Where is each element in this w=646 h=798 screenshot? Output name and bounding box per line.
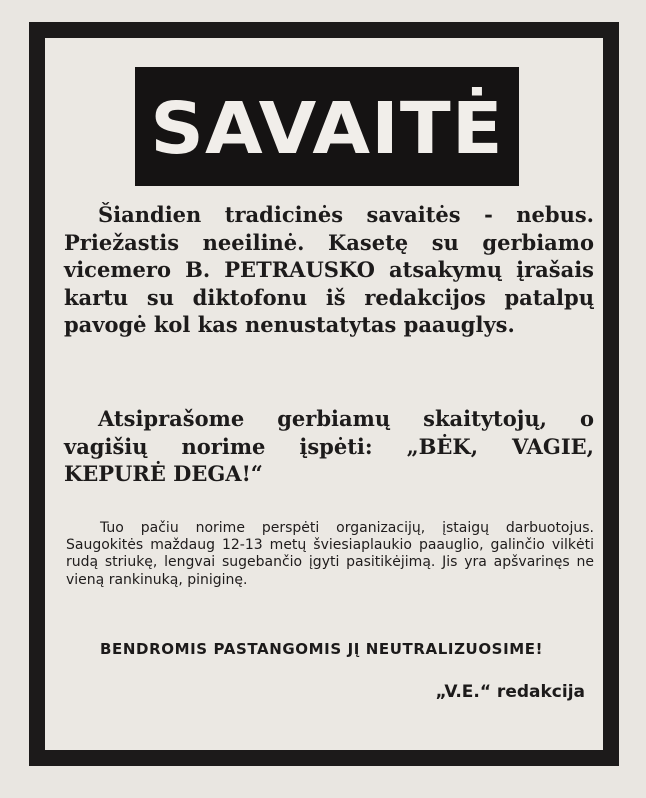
masthead-banner <box>135 67 519 186</box>
masthead-title: SAVAITĖ <box>150 86 504 170</box>
lead-paragraph-1 <box>64 201 594 339</box>
lead-paragraph-1-text: Šiandien tradicinės savaitės - nebus. Priežastis neeilinė. Kasetę su gerbiamo vicemero B. PETRAUSKO atsakymų įrašais kartu su diktofonu iš redakcijos patalpų pavogė kol kas nenustatytas paauglys. <box>64 202 594 337</box>
lead-paragraph-2-text: Atsiprašome gerbiamų skaitytojų, o vagišių norime įspėti: „BĖK, VAGIE, KEPURĖ DEGA!“ <box>64 406 594 486</box>
editorial-signature: „V.E.“ redakcija <box>435 682 585 702</box>
lead-paragraph-2 <box>64 405 594 488</box>
warning-notice <box>66 520 594 589</box>
warning-notice-text: Tuo pačiu norime perspėti organizacijų, įstaigų darbuotojus. Saugokitės maždaug 12-13 metų šviesiaplaukio paauglio, galinčio vilkėti rudą striukę, lengvai sugebančio įgyti pasitikėjimą. Jis yra apšvarinęs ne vieną rankinuką, piniginę. <box>66 520 594 588</box>
closing-statement: BENDROMIS PASTANGOMIS JĮ NEUTRALIZUOSIME! <box>100 640 544 658</box>
